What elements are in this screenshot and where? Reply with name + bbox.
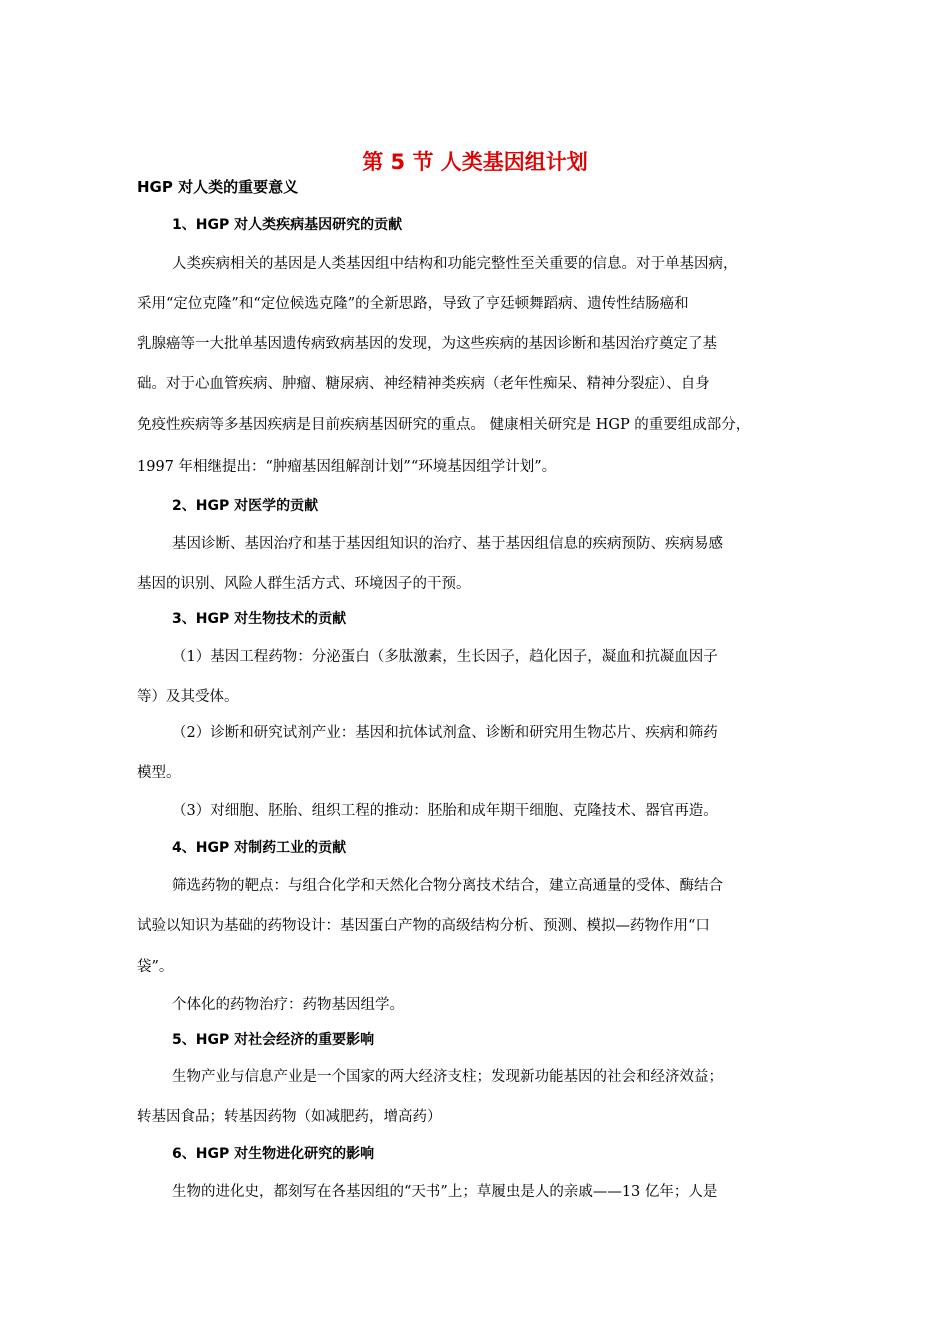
paragraph-line: 等）及其受体。	[137, 689, 239, 705]
page-title: 第 5 节 人类基因组计划	[362, 150, 588, 174]
paragraph-line: （3）对细胞、胚胎、组织工程的推动：胚胎和成年期干细胞、克隆技术、器官再造。	[172, 803, 718, 819]
paragraph-line: 生物产业与信息产业是一个国家的两大经济支柱；发现新功能基因的社会和经济效益；	[172, 1069, 723, 1085]
paragraph-line: 生物的进化史，都刻写在各基因组的“天书”上；草履虫是人的亲戚——13 亿年；人是	[172, 1184, 718, 1200]
subsection-heading-1: 1、HGP 对人类疾病基因研究的贡献	[172, 217, 403, 233]
paragraph-line: 个体化的药物治疗：药物基因组学。	[172, 997, 404, 1013]
paragraph-line: （1）基因工程药物：分泌蛋白（多肽激素，生长因子，趋化因子，凝血和抗凝血因子	[172, 649, 718, 665]
section-heading: HGP 对人类的重要意义	[137, 178, 299, 196]
paragraph-line: 袋”。	[137, 959, 174, 975]
paragraph-line: 筛选药物的靶点：与组合化学和天然化合物分离技术结合，建立高通量的受体、酶结合	[172, 878, 723, 894]
subsection-heading-5: 5、HGP 对社会经济的重要影响	[172, 1032, 375, 1048]
paragraph-line: 人类疾病相关的基因是人类基因组中结构和功能完整性至关重要的信息。对于单基因病，	[172, 256, 738, 272]
subsection-heading-2: 2、HGP 对医学的贡献	[172, 498, 319, 514]
paragraph-line: 采用“定位克隆”和“定位候选克隆”的全新思路，导致了亨廷顿舞蹈病、遗传性结肠癌和	[137, 296, 689, 312]
paragraph-line: 免疫性疾病等多基因疾病是目前疾病基因研究的重点。 健康相关研究是 HGP 的重要组成部分，	[137, 417, 751, 433]
subsection-heading-6: 6、HGP 对生物进化研究的影响	[172, 1146, 375, 1162]
paragraph-line: 模型。	[137, 765, 181, 781]
paragraph-line: 试验以知识为基础的药物设计：基因蛋白产物的高级结构分析、预测、模拟—药物作用“口	[137, 918, 710, 934]
paragraph-line: 基因诊断、基因治疗和基于基因组知识的治疗、基于基因组信息的疾病预防、疾病易感	[172, 536, 723, 552]
subsection-heading-4: 4、HGP 对制药工业的贡献	[172, 840, 347, 856]
subsection-heading-3: 3、HGP 对生物技术的贡献	[172, 611, 347, 627]
paragraph-line: 转基因食品；转基因药物（如减肥药，增高药）	[137, 1109, 442, 1125]
paragraph-line: 基因的识别、风险人群生活方式、环境因子的干预。	[137, 576, 471, 592]
paragraph-line: 础。对于心血管疾病、肿瘤、糖尿病、神经精神类疾病（老年性痴呆、精神分裂症）、自身	[137, 376, 710, 392]
paragraph-line: 1997 年相继提出：“肿瘤基因组解剖计划”“环境基因组学计划”。	[137, 459, 557, 475]
paragraph-line: （2）诊断和研究试剂产业：基因和抗体试剂盒、诊断和研究用生物芯片、疾病和筛药	[172, 725, 718, 741]
paragraph-line: 乳腺癌等一大批单基因遗传病致病基因的发现，为这些疾病的基因诊断和基因治疗奠定了基	[137, 336, 717, 352]
